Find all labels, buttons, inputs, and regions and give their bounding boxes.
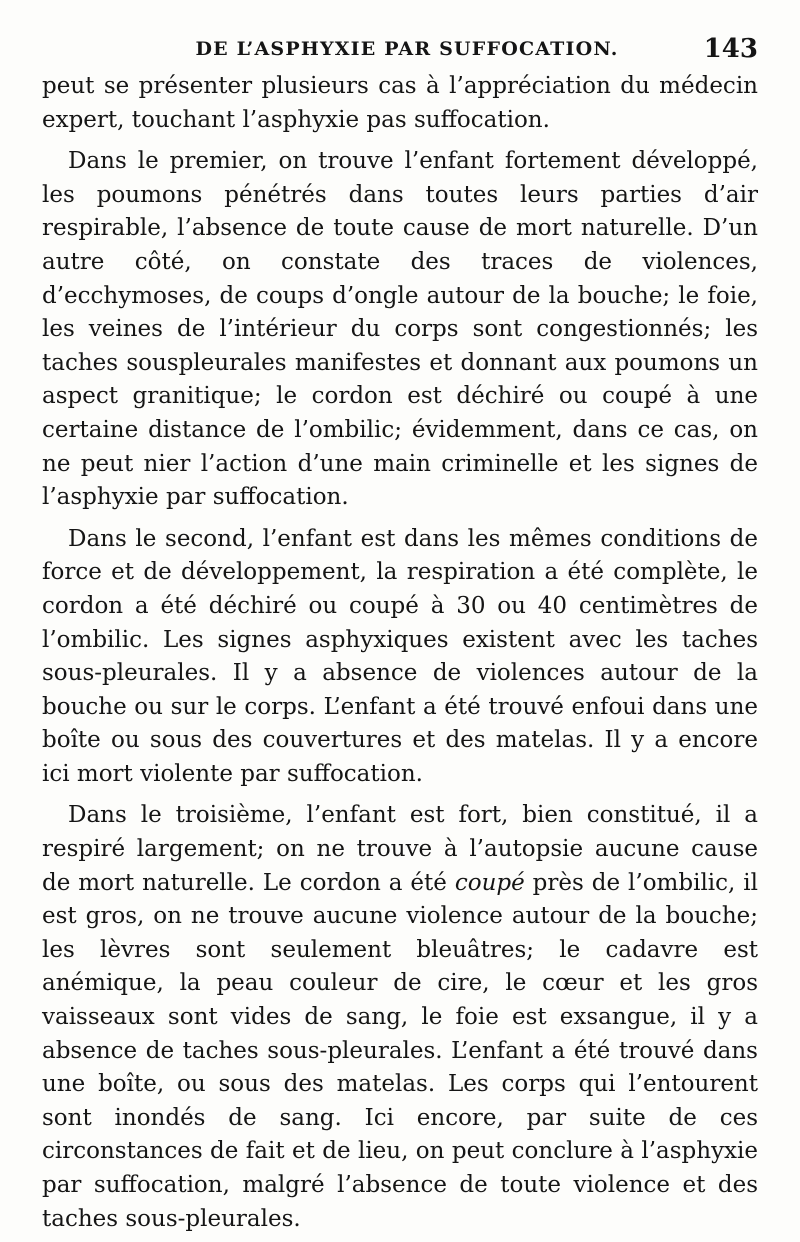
- paragraph-second-case: Dans le second, l’enfant est dans les mêmes conditions de force et de développement, la respiration a été complète, le cordon a été déchiré ou coupé à 30 ou 40 centimètres de l’ombilic. Les signes asphyxiques existent avec les taches sous-pleurales. Il y a absence de violences autour de la bouche ou sur le corps. L’enfant a été trouvé enfoui dans une boîte ou sous des couvertures et des matelas. Il y a encore ici mort violente par suffocation.: [42, 525, 758, 787]
- running-head: [42, 30, 758, 70]
- paragraph-first-case: Dans le premier, on trouve l’enfant fortement développé, les poumons pénétrés dans toutes leurs parties d’air respirable, l’absence de toute cause de mort naturelle. D’un autre côté, on constate des traces de violences, d’ecchymoses, de coups d’ongle autour de la bouche; le foie, les veines de l’intérieur du corps sont congestionnés; les taches souspleurales manifestes et donnant aux poumons un aspect granitique; le cordon est déchiré ou coupé à une certaine distance de l’ombilic; évidemment, dans ce cas, on ne peut nier l’action d’une main criminelle et les signes de l’asphyxie par suffocation.: [42, 148, 758, 511]
- paragraph-continuation: peut se présenter plusieurs cas à l’appréciation du médecin expert, touchant l’asphyxie pas suffocation.: [42, 73, 758, 133]
- italic-emphasis: coupé: [454, 869, 525, 896]
- running-title: DE L’ASPHYXIE PAR SUFFOCATION.: [195, 38, 619, 60]
- paragraph-third-case-start: Dans le troisième, l’enfant est fort, bien constitué, il a respiré largement; on ne trouve à l’autopsie aucune cause de mort naturelle. Le cordon a été: [42, 802, 758, 896]
- body-text: [42, 70, 758, 1236]
- page-number: 143: [703, 34, 758, 64]
- paragraph-third-case-end: près de l’ombilic, il est gros, on ne trouve aucune violence autour de la bouche; les lèvres sont seulement bleuâtres; le cadavre est anémique, la peau couleur de cire, le cœur et les gros vaisseaux sont vides de sang, le foie est exsangue, il y a absence de taches sous-pleurales. L’enfant a été trouvé dans une boîte, ou sous des matelas. Les corps qui l’entourent sont inondés de sang. Ici encore, par suite de ces circonstances de fait et de lieu, on peut conclure à l’asphyxie par suffocation, malgré l’absence de toute violence et des taches sous-pleurales.: [42, 869, 758, 1232]
- paragraph-third-case: [42, 799, 758, 1236]
